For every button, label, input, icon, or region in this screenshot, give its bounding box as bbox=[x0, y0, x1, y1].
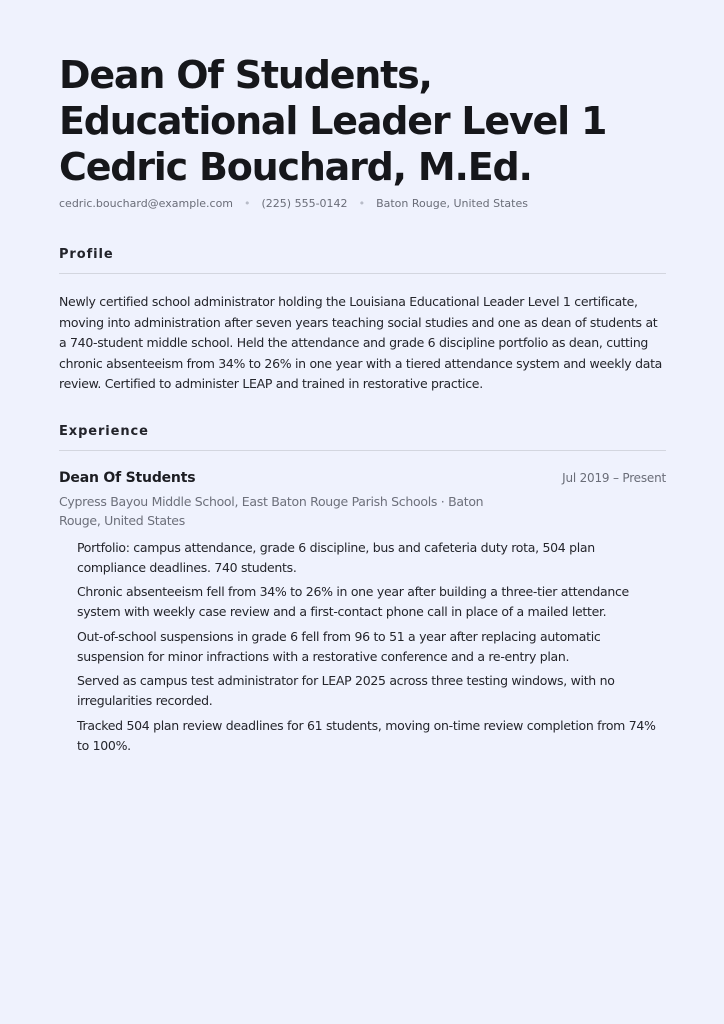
job-title: Dean Of Students bbox=[59, 469, 196, 486]
job-bullets bbox=[77, 538, 666, 756]
job-entry bbox=[59, 468, 666, 756]
job-bullet: Portfolio: campus attendance, grade 6 discipline, bus and cafeteria duty rota, 504 plan compliance deadlines. 740 students. bbox=[77, 539, 595, 575]
contact-email: cedric.bouchard@example.com bbox=[59, 197, 234, 210]
profile-divider bbox=[59, 273, 666, 274]
job-bullet: Chronic absenteeism fell from 34% to 26% in one year after building a three-tier attendance system with weekly case review and a first-contact phone call in place of a mailed letter. bbox=[77, 584, 629, 619]
experience-divider bbox=[59, 450, 666, 451]
job-bullet: Served as campus test administrator for LEAP 2025 across three testing windows, with no irregularities recorded. bbox=[77, 673, 615, 708]
resume-page bbox=[59, 52, 666, 760]
job-bullet: Out-of-school suspensions in grade 6 fell from 96 to 51 a year after replacing automatic suspension for minor infractions with a restorative conference and a re-entry plan. bbox=[77, 628, 601, 664]
profile-summary: Newly certified school administrator holding the Louisiana Educational Leader Level 1 certificate, moving into administration after seven years teaching social studies and one as dean of students at a 740-student middle school. Held the attendance and grade 6 discipline portfolio as dean, cutting chronic absenteeism from 34% to 26% in one year with a tiered attendance system and weekly data review. Certified to administer LEAP and trained in restorative practice. bbox=[59, 294, 663, 391]
contact-location: Baton Rouge, United States bbox=[376, 197, 528, 210]
contact-separator: • bbox=[244, 197, 251, 210]
job-organization: Cypress Bayou Middle School, East Baton Rouge Parish Schools · Baton Rouge, United States bbox=[59, 493, 484, 528]
contact-phone: (225) 555-0142 bbox=[261, 197, 348, 210]
contact-line bbox=[59, 196, 666, 212]
contact-separator: • bbox=[358, 197, 366, 210]
job-dates: Jul 2019 – Present bbox=[562, 470, 666, 485]
experience-heading: Experience bbox=[59, 423, 149, 439]
job-bullet: Tracked 504 plan review deadlines for 61 students, moving on-time review completion from 74% to 100%. bbox=[77, 717, 656, 753]
job-header bbox=[59, 468, 666, 488]
profile-heading: Profile bbox=[59, 247, 114, 262]
candidate-name: Dean Of Students, Educational Leader Level 1 Cedric Bouchard, M.Ed. bbox=[59, 53, 607, 189]
